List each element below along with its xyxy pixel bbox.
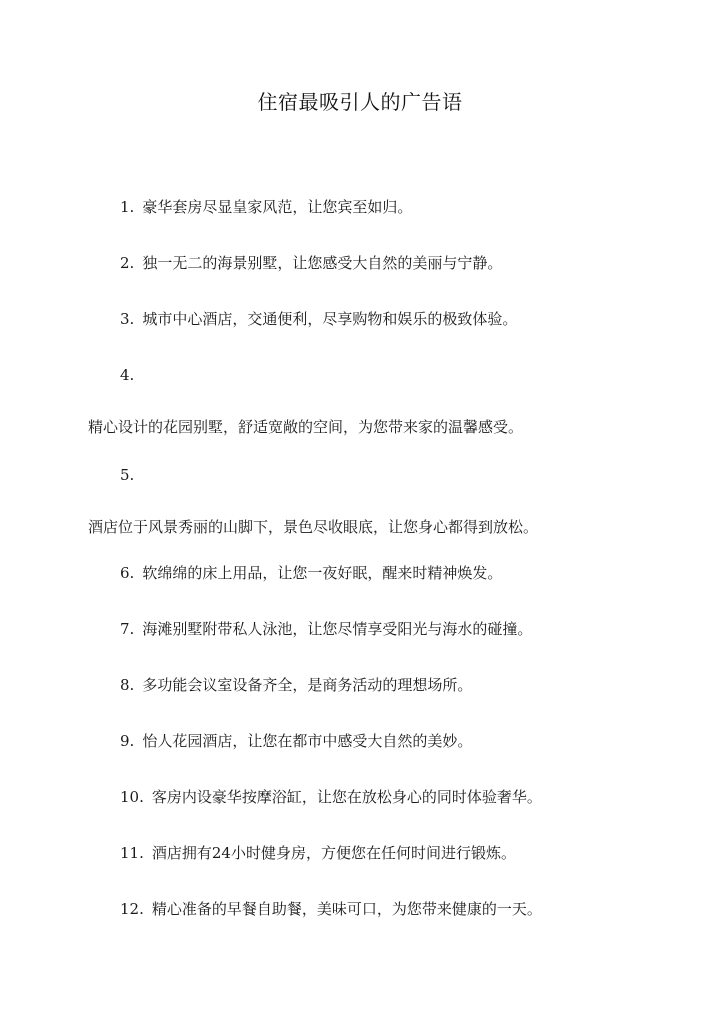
item-text: 酒店位于风景秀丽的山脚下，景色尽收眼底，让您身心都得到放松。 [88, 518, 539, 536]
item-number: 4. [120, 366, 135, 384]
item-number: 1. [120, 198, 135, 216]
list-item [88, 562, 648, 584]
item-number: 6. [120, 564, 135, 582]
item-text: 客房内设豪华按摩浴缸，让您在放松身心的同时体验奢华。 [151, 788, 542, 806]
list-item [88, 252, 648, 274]
item-number: 8. [120, 676, 135, 694]
item-number: 12. [120, 900, 144, 918]
item-number: 11. [120, 844, 144, 862]
list-item [88, 364, 648, 438]
item-number: 5. [120, 466, 135, 484]
list-item [88, 618, 648, 640]
list-item [88, 196, 648, 218]
item-number: 2. [120, 254, 135, 272]
item-text: 精心准备的早餐自助餐，美味可口，为您带来健康的一天。 [151, 900, 542, 918]
list-item [88, 674, 648, 696]
item-number: 10. [120, 788, 144, 806]
document-title: 住宿最吸引人的广告语 [257, 90, 463, 114]
list-item [88, 464, 648, 538]
list-item [88, 842, 648, 864]
item-text: 多功能会议室设备齐全，是商务活动的理想场所。 [142, 676, 473, 694]
item-text: 软绵绵的床上用品，让您一夜好眠，醒来时精神焕发。 [142, 564, 503, 582]
item-text: 豪华套房尽显皇家风范，让您宾至如归。 [142, 198, 413, 216]
item-text: 海滩别墅附带私人泳池，让您尽情享受阳光与海水的碰撞。 [142, 620, 533, 638]
list-item [88, 786, 648, 808]
list-item [88, 308, 648, 330]
item-text: 精心设计的花园别墅，舒适宽敞的空间，为您带来家的温馨感受。 [88, 418, 524, 436]
item-number: 7. [120, 620, 135, 638]
item-text: 酒店拥有24小时健身房，方便您在任何时间进行锻炼。 [151, 844, 516, 862]
item-text: 怡人花园酒店，让您在都市中感受大自然的美妙。 [142, 732, 473, 750]
list-item [88, 898, 648, 920]
item-text: 独一无二的海景别墅，让您感受大自然的美丽与宁静。 [142, 254, 503, 272]
item-number: 3. [120, 310, 135, 328]
item-text: 城市中心酒店，交通便利，尽享购物和娱乐的极致体验。 [142, 310, 518, 328]
list-item [88, 730, 648, 752]
item-number: 9. [120, 732, 135, 750]
